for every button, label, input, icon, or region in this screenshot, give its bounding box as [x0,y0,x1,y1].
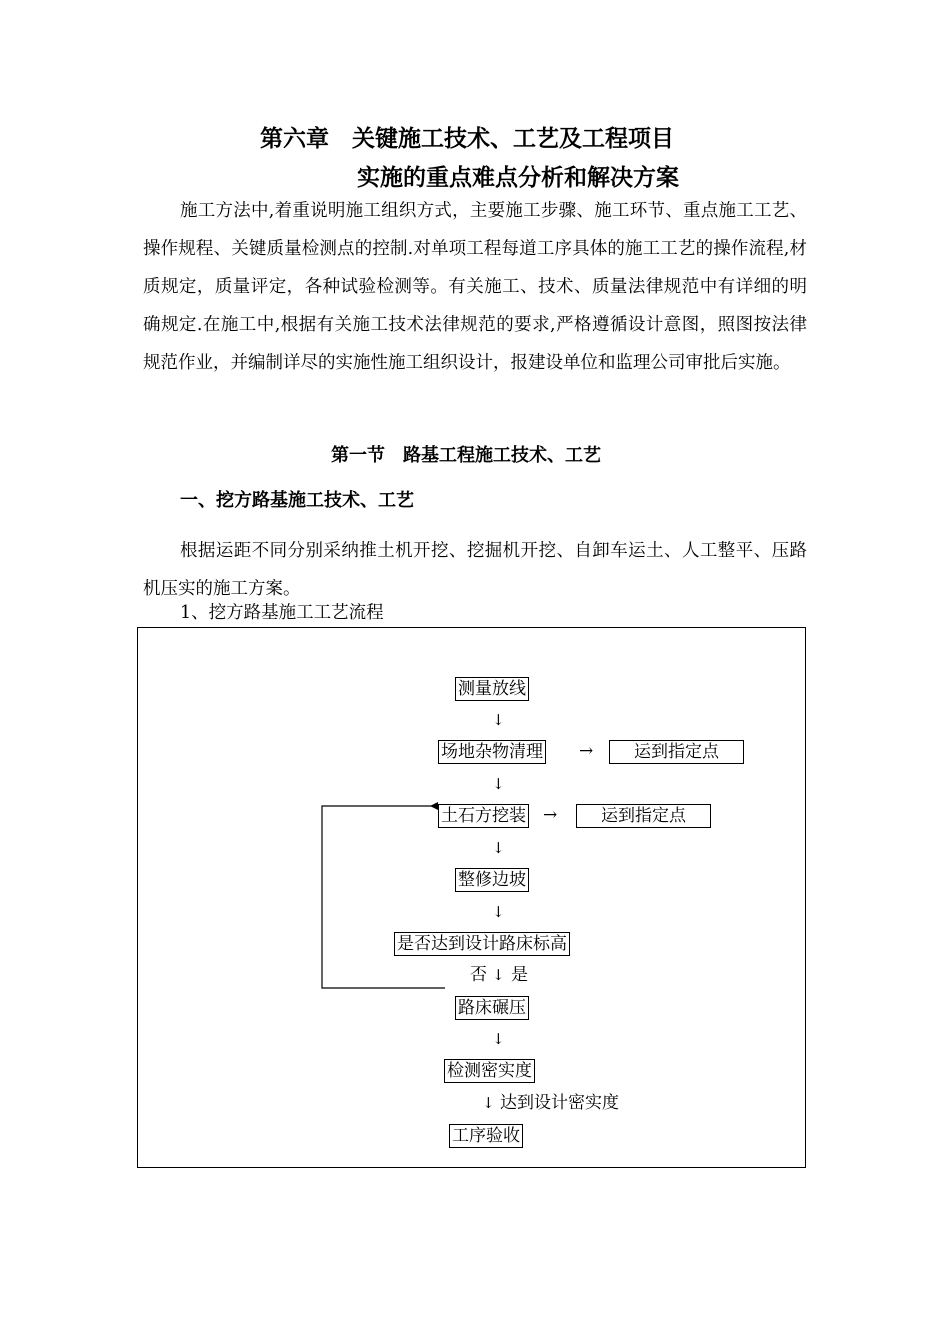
flowchart-frame [137,627,806,1168]
step-compact: 路床碾压 [455,996,529,1020]
step-transport-1: 运到指定点 [609,740,744,764]
arrow-down-icon: ↓ [492,966,505,984]
chapter-title-line1: 第六章 关键施工技术、工艺及工程项目 [260,126,674,152]
step-check-level: 是否达到设计路床标高 [394,932,570,956]
chapter-title-line2: 实施的重点难点分析和解决方案 [357,165,679,191]
label-no: 否 [470,965,487,985]
section-title: 第一节 路基工程施工技术、工艺 [331,445,601,466]
item-label: 1、挖方路基施工工艺流程 [180,603,384,623]
arrow-right-icon: → [543,805,558,825]
step-clear: 场地杂物清理 [438,740,546,764]
arrow-down-icon: ↓ [492,711,505,729]
label-density-ok: 达到设计密实度 [500,1093,619,1113]
step-slope: 整修边坡 [455,868,529,892]
arrow-down-icon: ↓ [492,775,505,793]
label-yes: 是 [511,965,528,985]
step-transport-2: 运到指定点 [576,804,711,828]
arrow-down-icon: ↓ [492,839,505,857]
section-paragraph: 根据运距不同分别采纳推土机开挖、挖掘机开挖、自卸车运土、人工整平、压路机压实的施工方案。 [143,541,807,599]
arrow-down-icon: ↓ [492,903,505,921]
step-excavate: 土石方挖装 [438,804,529,828]
arrow-right-icon: → [579,741,594,761]
step-accept: 工序验收 [449,1124,523,1148]
arrow-down-icon: ↓ [482,1094,495,1112]
arrow-down-icon: ↓ [492,1030,505,1048]
intro-paragraph: 施工方法中,着重说明施工组织方式，主要施工步骤、施工环节、重点施工工艺、操作规程、关键质量检测点的控制.对单项工程每道工序具体的施工工艺的操作流程,材质规定，质量评定，各种试验检测等。有关施工、技术、质量法律规范中有详细的明确规定.在施工中,根据有关施工技术法律规范的要求,严格遵循设计意图，照图按法律规范作业，并编制详尽的实施性施工组织设计，报建设单位和监理公司审批后实施。 [143,201,807,373]
subsection-title: 一、挖方路基施工技术、工艺 [180,490,414,511]
step-survey: 测量放线 [455,677,529,701]
step-density: 检测密实度 [444,1059,535,1083]
